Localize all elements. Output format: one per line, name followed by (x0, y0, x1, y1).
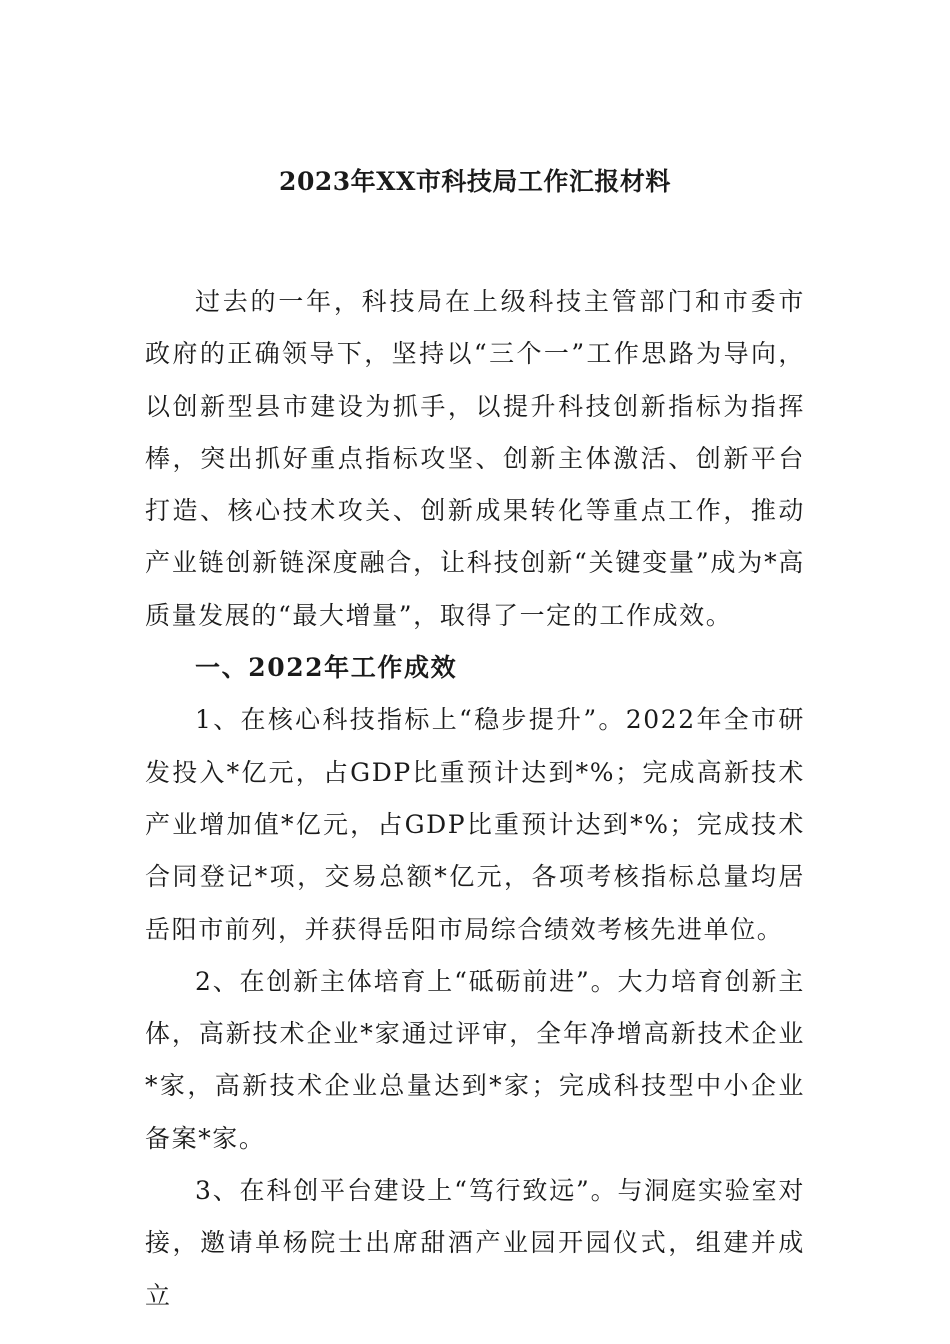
paragraph-core-indicators: 1、在核心科技指标上“稳步提升”。2022年全市研发投入*亿元，占GDP比重预计达到*%；完成高新技术产业增加值*亿元，占GDP比重预计达到*%；完成技术合同登记*项，交易总额*亿元，各项考核指标总量均居岳阳市前列，并获得岳阳市局综合绩效考核先进单位。 (145, 705, 805, 944)
intro-paragraph: 过去的一年，科技局在上级科技主管部门和市委市政府的正确领导下，坚持以“三个一”工作思路为导向，以创新型县市建设为抓手，以提升科技创新指标为指挥棒，突出抓好重点指标攻坚、创新主体激活、创新平台打造、核心技术攻关、创新成果转化等重点工作，推动产业链创新链深度融合，让科技创新“关键变量”成为*高质量发展的“最大增量”，取得了一定的工作成效。 (145, 287, 805, 630)
document-title: 2023年XX市科技局工作汇报材料 (279, 167, 671, 196)
document-body (145, 276, 805, 1322)
paragraph-platform-building: 3、在科创平台建设上“笃行致远”。与洞庭实验室对接，邀请单杨院士出席甜酒产业园开园仪式，组建并成立 (145, 1176, 805, 1310)
paragraph-innovation-entities: 2、在创新主体培育上“砥砺前进”。大力培育创新主体，高新技术企业*家通过评审，全年净增高新技术企业*家，高新技术企业总量达到*家；完成科技型中小企业备案*家。 (145, 966, 805, 1153)
section-heading: 一、2022年工作成效 (195, 653, 458, 683)
